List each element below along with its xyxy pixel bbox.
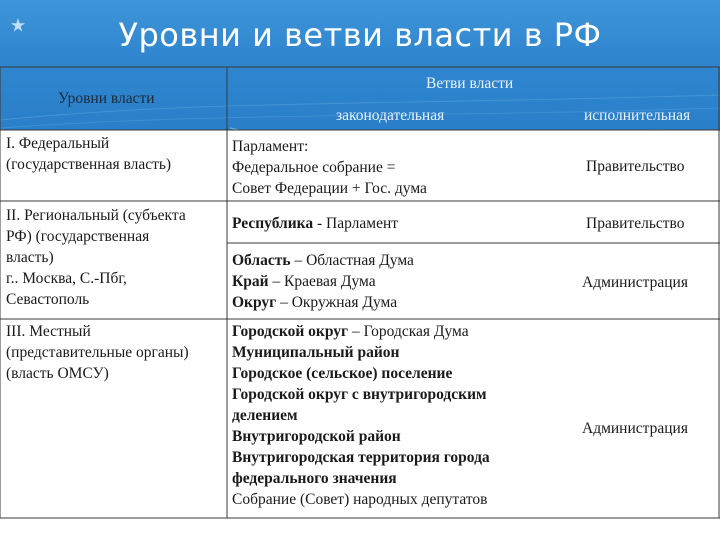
federal-executive: Правительство bbox=[586, 158, 685, 175]
regional-level-line: II. Региональный (субъекта bbox=[6, 207, 186, 224]
krai-label: Край bbox=[232, 273, 269, 290]
local-body-line bbox=[232, 447, 490, 468]
local-body-bold: федерального значения bbox=[232, 470, 397, 487]
regional-level-cell bbox=[6, 205, 186, 310]
local-level-line: (представительные органы) bbox=[6, 344, 189, 361]
regional-others-executive: Администрация bbox=[582, 274, 688, 291]
oblast-body: – Областная Дума bbox=[290, 252, 414, 269]
regional-level-line: власть) bbox=[6, 249, 54, 266]
local-body-bold: Внутригородской район bbox=[232, 428, 401, 445]
federal-level-line: (государственная власть) bbox=[6, 156, 172, 173]
krai-body: – Краевая Дума bbox=[268, 273, 376, 290]
local-body-line bbox=[232, 405, 490, 426]
okrug-body: – Окружная Дума bbox=[276, 294, 398, 311]
header-levels: Уровни власти bbox=[58, 90, 155, 107]
local-body-line bbox=[232, 384, 490, 405]
local-body-line bbox=[232, 489, 490, 510]
federal-legislative-cell bbox=[232, 136, 427, 199]
federal-legislative-line: Парламент: bbox=[232, 138, 309, 155]
local-body-rest: – Городская Дума bbox=[348, 323, 469, 340]
header-branches: Ветви власти bbox=[426, 75, 514, 92]
local-level-line: III. Местный bbox=[6, 323, 91, 340]
local-body-rest: Собрание (Совет) народных депутатов bbox=[232, 491, 488, 508]
local-level-cell bbox=[6, 321, 189, 384]
local-body-line bbox=[232, 468, 490, 489]
local-body-bold: Городской округ bbox=[232, 323, 349, 340]
local-body-line bbox=[232, 426, 490, 447]
local-body-bold: Муниципальный район bbox=[232, 344, 400, 361]
regional-body-line bbox=[232, 292, 414, 313]
local-level-line: (власть ОМСУ) bbox=[6, 365, 109, 382]
republic-body: - Парламент bbox=[313, 215, 399, 232]
regional-republic-executive: Правительство bbox=[586, 215, 685, 232]
republic-label: Республика bbox=[232, 215, 314, 232]
regional-body-line bbox=[232, 271, 414, 292]
federal-level-line: I. Федеральный bbox=[6, 135, 110, 152]
page-title: Уровни и ветви власти в РФ bbox=[118, 16, 602, 54]
local-legislative-cell bbox=[232, 321, 490, 510]
federal-legislative-line: Федеральное собрание = bbox=[232, 159, 396, 176]
regional-level-line: РФ) (государственная bbox=[6, 228, 150, 245]
regional-body-line bbox=[232, 250, 414, 271]
regional-others-cell bbox=[232, 250, 414, 313]
federal-level-cell bbox=[6, 133, 171, 175]
okrug-label: Округ bbox=[232, 294, 277, 311]
header-legislative: законодательная bbox=[336, 107, 445, 124]
local-body-line bbox=[232, 321, 490, 342]
regional-level-line: г.. Москва, С.-Пбг, bbox=[6, 270, 127, 287]
local-body-line bbox=[232, 363, 490, 384]
local-body-line bbox=[232, 342, 490, 363]
regional-level-line: Севастополь bbox=[6, 291, 90, 308]
local-body-bold: Внутригородская территория города bbox=[232, 449, 490, 466]
oblast-label: Область bbox=[232, 252, 291, 269]
header-executive: исполнительная bbox=[584, 107, 691, 124]
federal-legislative-line: Совет Федерации + Гос. дума bbox=[232, 180, 427, 197]
local-body-bold: делением bbox=[232, 407, 298, 424]
regional-republic-cell bbox=[232, 213, 398, 234]
local-executive: Администрация bbox=[582, 420, 688, 437]
local-body-bold: Городское (сельское) поселение bbox=[232, 365, 453, 382]
local-body-bold: Городской округ с внутригородским bbox=[232, 386, 487, 403]
